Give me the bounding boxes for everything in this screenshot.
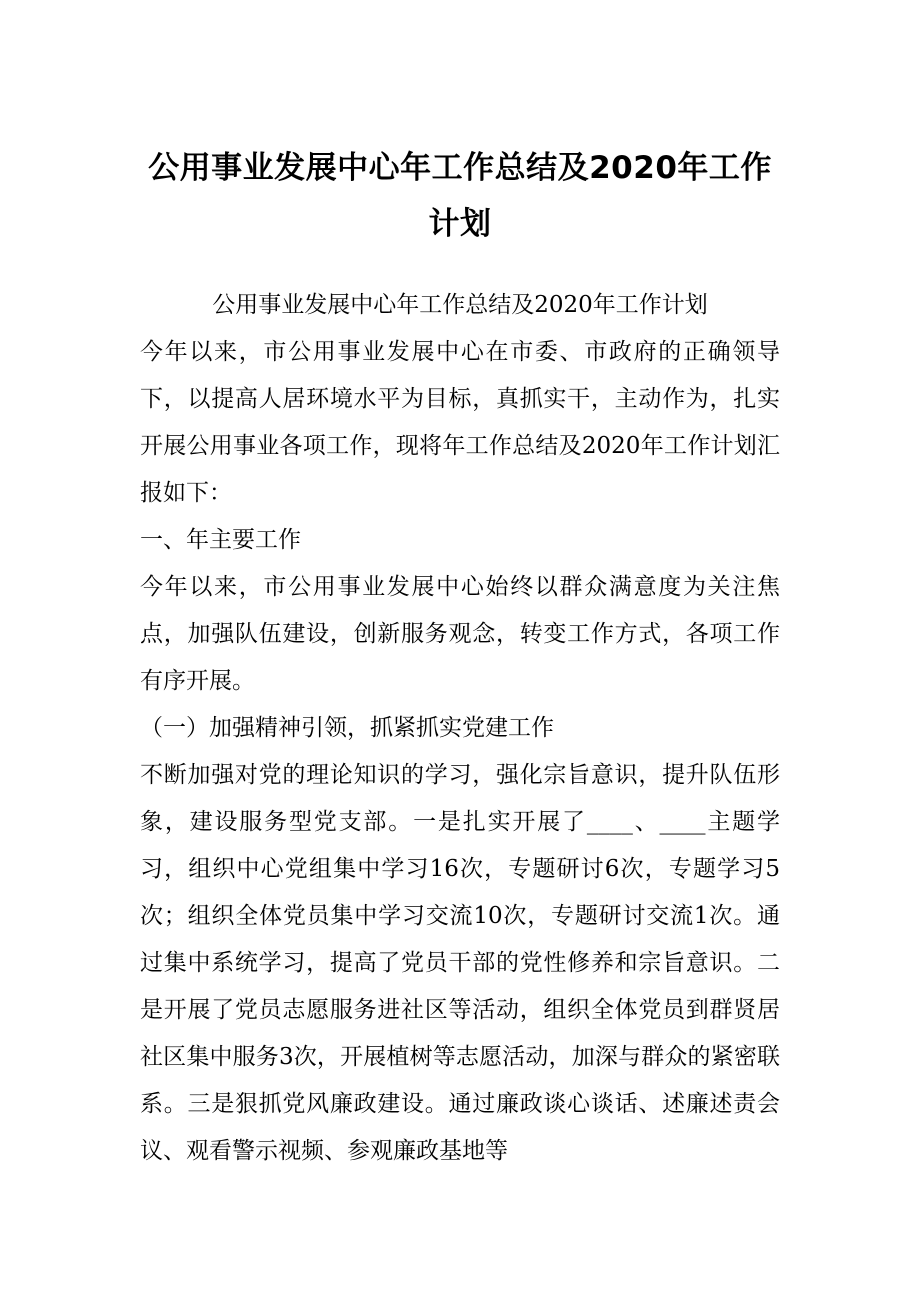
intro-paragraph: 今年以来，市公用事业发展中心在市委、市政府的正确领导下，以提高人居环境水平为目标，真抓实干，主动作为，扎实开展公用事业各项工作，现将年工作总结及2020年工作计划汇报如下： (140, 339, 780, 506)
document-body (140, 282, 780, 1175)
section-intro-paragraph: 今年以来，市公用事业发展中心始终以群众满意度为关注焦点，加强队伍建设，创新服务观念，转变工作方式，各项工作有序开展。 (140, 574, 780, 694)
document-title: 公用事业发展中心年工作总结及2020年工作计划 (148, 150, 772, 242)
section-heading: 一、年主要工作 (140, 527, 301, 553)
subtitle-paragraph: 公用事业发展中心年工作总结及2020年工作计划 (212, 292, 708, 318)
subsection-heading: （一）加强精神引领，抓紧抓实党建工作 (140, 715, 554, 741)
subsection-paragraph: 不断加强对党的理论知识的学习，强化宗旨意识，提升队伍形象，建设服务型党支部。一是扎实开展了____、____主题学习，组织中心党组集中学习16次，专题研讨6次，专题学习5次；组织全体党员集中学习交流10次，专题研讨交流1次。通过集中系统学习，提高了党员干部的党性修养和宗旨意识。二是开展了党员志愿服务进社区等活动，组织全体党员到群贤居社区集中服务3次，开展植树等志愿活动，加深与群众的紧密联系。三是狠抓党风廉政建设。通过廉政谈心谈话、述廉述责会议、观看警示视频、参观廉政基地等 (140, 762, 780, 1164)
